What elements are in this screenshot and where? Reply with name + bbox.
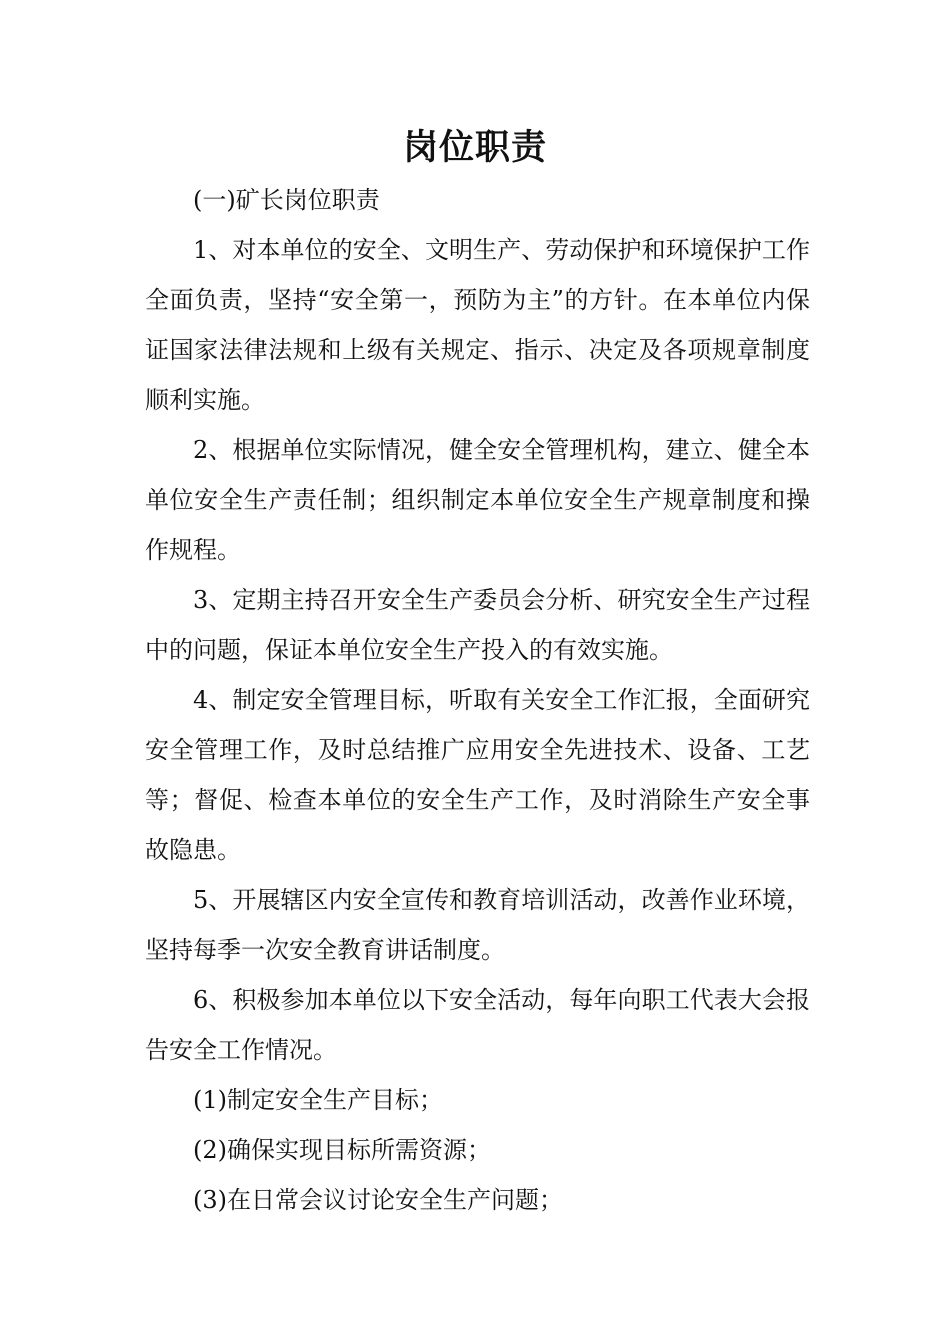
list-item-3: (3)在日常会议讨论安全生产问题；	[193, 1186, 563, 1214]
document-body	[145, 175, 810, 1225]
paragraph-3: 3、定期主持召开安全生产委员会分析、研究安全生产过程中的问题，保证本单位安全生产投入的有效实施。	[145, 586, 810, 664]
section-heading: (一)矿长岗位职责	[193, 186, 380, 214]
paragraph-4: 4、制定安全管理目标，听取有关安全工作汇报，全面研究安全管理工作，及时总结推广应用安全先进技术、设备、工艺等；督促、检查本单位的安全生产工作，及时消除生产安全事故隐患。	[145, 686, 810, 864]
paragraph-6: 6、积极参加本单位以下安全活动，每年向职工代表大会报告安全工作情况。	[145, 986, 810, 1064]
paragraph-1: 1、对本单位的安全、文明生产、劳动保护和环境保护工作全面负责，坚持“安全第一，预防为主”的方针。在本单位内保证国家法律法规和上级有关规定、指示、决定及各项规章制度顺利实施。	[145, 236, 810, 414]
paragraph-5: 5、开展辖区内安全宣传和教育培训活动，改善作业环境，坚持每季一次安全教育讲话制度。	[145, 886, 810, 964]
list-item-2: (2)确保实现目标所需资源；	[193, 1136, 491, 1164]
paragraph-2: 2、根据单位实际情况，健全安全管理机构，建立、健全本单位安全生产责任制；组织制定本单位安全生产规章制度和操作规程。	[145, 436, 810, 564]
document-title: 岗位职责	[402, 127, 547, 168]
list-item-1: (1)制定安全生产目标；	[193, 1086, 443, 1114]
